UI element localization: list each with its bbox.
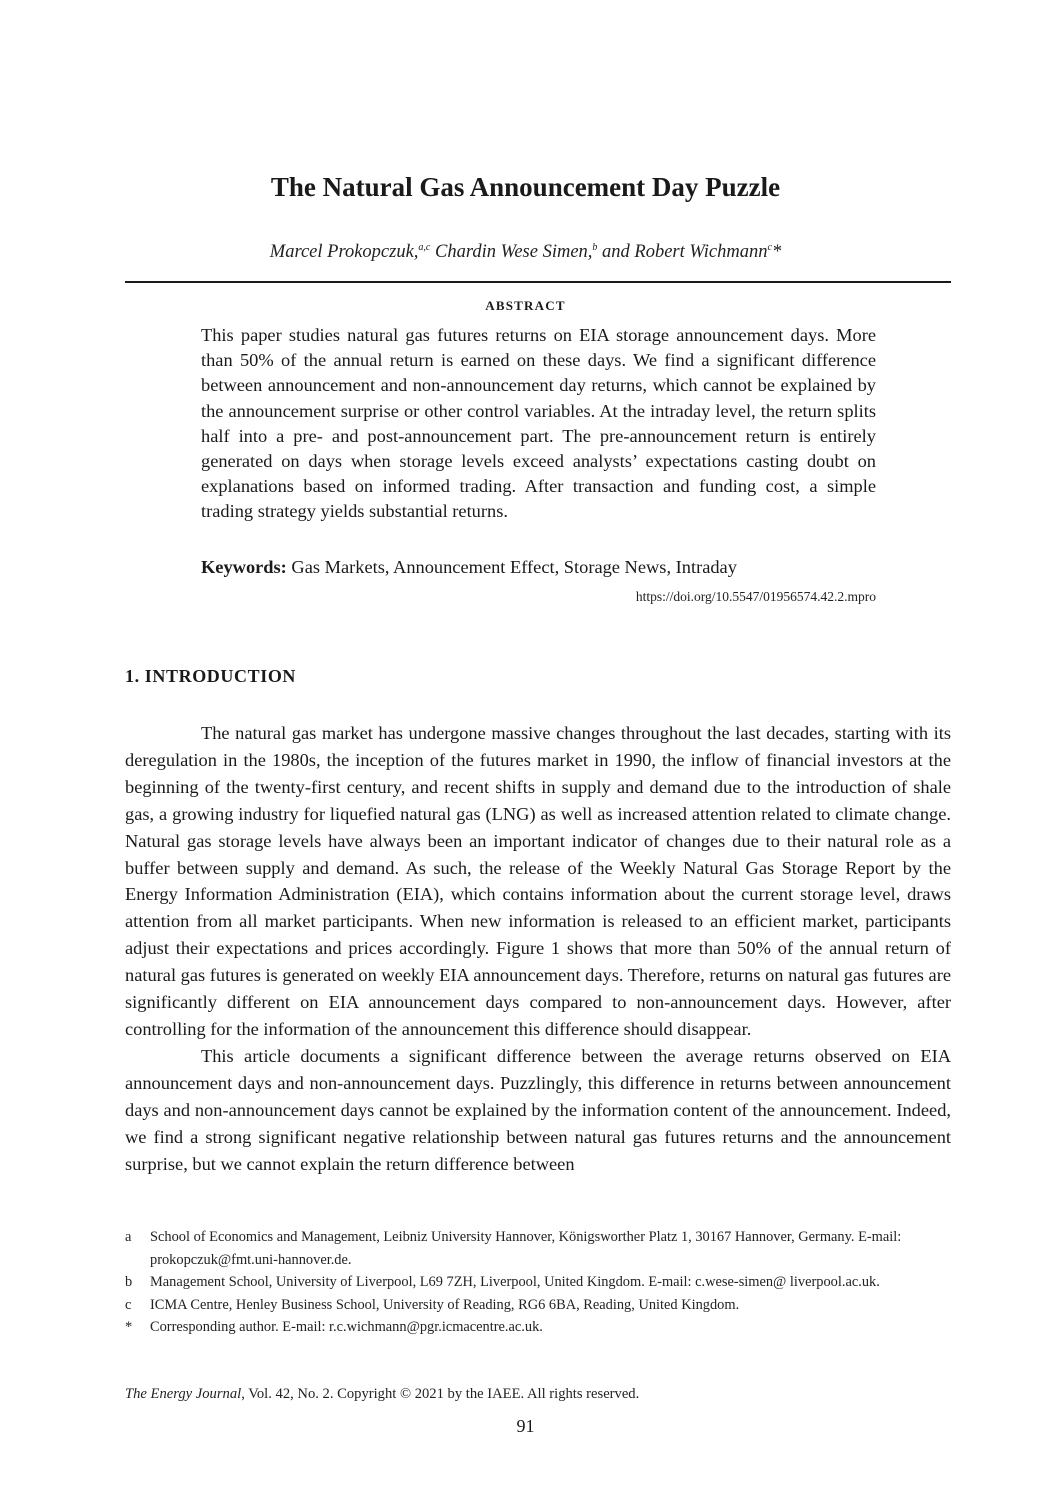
footnote-mark: * [125,1319,133,1336]
footnote-text: School of Economics and Management, Leibniz University Hannover, Königsworther Platz 1, 30167 Hannover, Germany. E-mail: prokopczuk@fmt.uni-hannover.de. [150,1229,902,1268]
footnote [125,1294,925,1317]
footnote-mark: c [125,1296,132,1313]
footnote-mark: b [125,1274,133,1291]
footnote [125,1316,925,1339]
abstract-text: This paper studies natural gas futures returns on EIA storage announcement days. More than 50% of the annual return is earned on these days. We find a significant difference between announcement and non-announcement day returns, which cannot be explained by the announcement surprise or other control variables. At the intraday level, the return splits half into a pre- and post-announcement part. The pre-announcement return is entirely generated on days when storage levels exceed analysts’ expectations casting doubt on explanations based on informed trading. After transaction and funding cost, a simple trading strategy yields substantial returns. [201,325,876,522]
author-name: and Robert Wichmann [597,242,768,262]
header-divider [125,281,951,283]
footnote-text: Corresponding author. E-mail: r.c.wichmann@pgr.icmacentre.ac.uk. [150,1319,543,1336]
author-name: Chardin Wese Simen, [430,242,593,262]
footnote-mark: a [125,1229,132,1245]
journal-copyright [125,1386,639,1403]
copyright-text: , Vol. 42, No. 2. Copyright © 2021 by the IAEE. All rights reserved. [241,1386,640,1402]
author-line [0,242,1051,263]
keywords-label: Keywords: [201,557,287,577]
body-paragraph: The natural gas market has undergone massive changes throughout the last decades, starting with its deregulation in the 1980s, the inception of the futures market in 1990, the inflow of financial investors at the beginning of the twenty-first century, and recent shifts in supply and demand due to the introduction of shale gas, a growing industry for liquefied natural gas (LNG) as well as increased attention related to climate change. Natural gas storage levels have always been an important indicator of changes due to their natural role as a buffer between supply and demand. As such, the release of the Weekly Natural Gas Storage Report by the Energy Information Administration (EIA), which contains information about the current storage level, draws attention from all market participants. When new information is released to an efficient market, participants adjust their expectations and prices accordingly. Figure 1 shows that more than 50% of the annual return of natural gas futures is generated on weekly EIA announcement days. Therefore, returns on natural gas futures are significantly different on EIA announcement days compared to non-announcement days. However, after controlling for the information of the announcement this difference should disappear. [125,723,951,1039]
author-affiliation: c [767,242,772,253]
abstract-heading: ABSTRACT [485,298,566,313]
section-heading: 1. INTRODUCTION [125,666,297,686]
author-name: Marcel Prokopczuk, [269,242,419,262]
keywords-list: Gas Markets, Announcement Effect, Storage News, Intraday [286,557,737,577]
footnote [125,1271,925,1294]
corresponding-author-mark: * [771,242,782,262]
paper-title: The Natural Gas Announcement Day Puzzle [270,172,781,202]
footnote [125,1226,925,1271]
body-paragraph: This article documents a significant difference between the average returns observed on EIA announcement days and non-announcement days. Puzzlingly, this difference in returns between announcement days and non-announcement days cannot be explained by the information content of the announcement. Indeed, we find a strong significant negative relationship between natural gas futures returns and the announcement surprise, but we cannot explain the return difference between [125,1045,951,1174]
section-body [125,720,951,1177]
author-affiliation: b [592,242,598,253]
journal-name: The Energy Journal [125,1386,242,1402]
page-number: 91 [516,1416,535,1436]
author-affiliation: a,c [418,242,431,253]
doi-link[interactable]: https://doi.org/10.5547/01956574.42.2.mpro [635,589,876,604]
keywords-line [201,555,876,580]
footnote-text: Management School, University of Liverpool, L69 7ZH, Liverpool, United Kingdom. E-mail: c.wese-simen@ liverpool.ac.uk. [150,1274,880,1291]
footnote-text: ICMA Centre, Henley Business School, University of Reading, RG6 6BA, Reading, United Kingdom. [150,1296,740,1313]
footnotes [125,1226,925,1339]
